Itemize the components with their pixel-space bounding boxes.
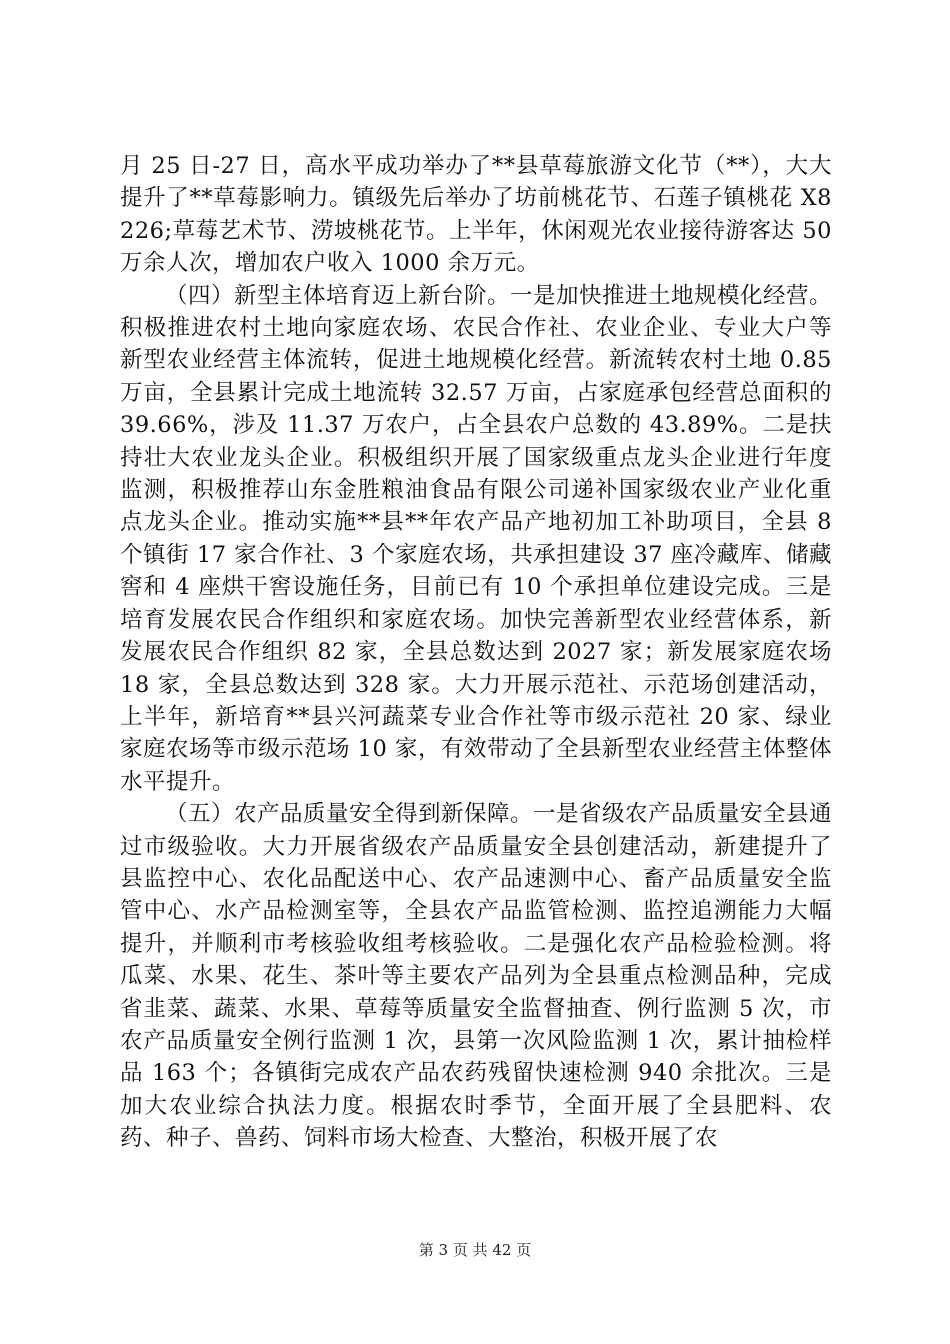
paragraph-3-section-five: （五）农产品质量安全得到新保障。一是省级农产品质量安全县通过市级验收。大力开展省级农产品质量安全县创建活动，新建提升了县监控中心、农化品配送中心、农产品速测中心、畜产品质量安全监管中心、水产品检测室等，全县农产品监管检测、监控追溯能力大幅提升，并顺利市考核验收组考核验收。二是强化农产品检验检测。将瓜菜、水果、花生、茶叶等主要农产品列为全县重点检测品种，完成省韭菜、蔬菜、水果、草莓等质量安全监督抽查、例行监测 5 次，市农产品质量安全例行监测 1 次，县第一次风险监测 1 次，累计抽检样品 163 个；各镇街完成农产品农药残留快速检测 940 余批次。三是加大农业综合执法力度。根据农时季节，全面开展了全县肥料、农药、种子、兽药、饲料市场大检查、大整治，积极开展了农 (120, 801, 833, 1152)
paragraph-1: 月 25 日-27 日，高水平成功举办了**县草莓旅游文化节（**），大大提升了**草莓影响力。镇级先后举办了坊前桃花节、石莲子镇桃花 X8226;草莓艺术节、涝坡桃花节。上半年，休闲观光农业接待游客达 50 万余人次，增加农户收入 1000 余万元。 (120, 153, 832, 277)
page-number-label: 第 3 页 共 42 页 (418, 1241, 532, 1259)
document-body (120, 150, 832, 1155)
page-footer (0, 1240, 950, 1260)
paragraph-2-section-four: （四）新型主体培育迈上新台阶。一是加快推进土地规模化经营。积极推进农村土地向家庭农场、农民合作社、农业企业、专业大户等新型农业经营主体流转，促进土地规模化经营。新流转农村土地 0.85 万亩，全县累计完成土地流转 32.57 万亩，占家庭承包经营总面积的 39.66%，涉及 11.37 万农户，占全县农户总数的 43.89%。二是扶持壮大农业龙头企业。积极组织开展了国家级重点龙头企业进行年度监测，积极推荐山东金胜粮油食品有限公司递补国家级农业产业化重点龙头企业。推动实施**县**年农产品产地初加工补助项目，全县 8 个镇街 17 家合作社、3 个家庭农场，共承担建设 37 座冷藏库、储藏窖和 4 座烘干窖设施任务，目前已有 10 个承担单位建设完成。三是培育发展农民合作组织和家庭农场。加快完善新型农业经营体系，新发展农民合作组织 82 家，全县总数达到 2027 家；新发展家庭农场 18 家，全县总数达到 328 家。大力开展示范社、示范场创建活动，上半年，新培育**县兴河蔬菜专业合作社等市级示范社 20 家、绿业家庭农场等市级示范场 10 家，有效带动了全县新型农业经营主体整体水平提升。 (120, 282, 833, 795)
